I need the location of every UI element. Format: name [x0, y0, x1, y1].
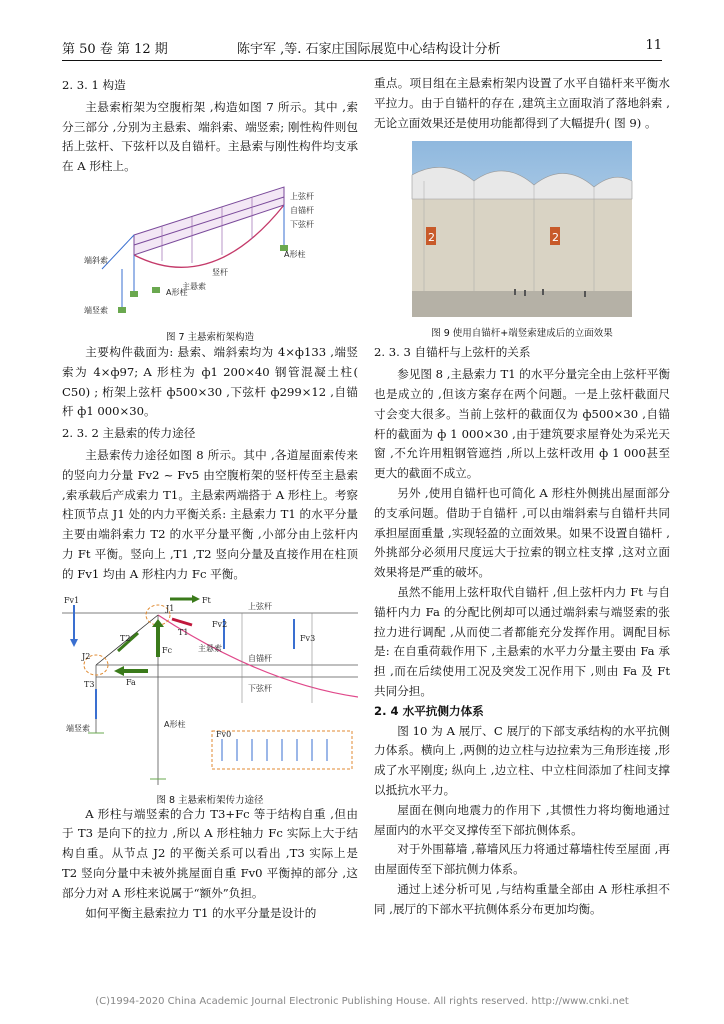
label-fa: Fa — [126, 677, 136, 687]
label-end-diag: 端斜索 — [84, 255, 108, 265]
section-2-3-2-heading: 2. 3. 2 主悬索的传力途径 — [62, 426, 196, 441]
label-fv3: Fv3 — [300, 633, 316, 643]
building-photo — [374, 141, 670, 317]
label-t2: T2 — [120, 633, 131, 643]
paragraph: 如何平衡主悬索拉力 T1 的水平分量是设计的 — [85, 905, 317, 920]
label-bottom-chord: 下弦杆 — [248, 683, 272, 693]
page-number: 11 — [645, 38, 662, 53]
support-hatch — [88, 733, 166, 779]
label-anchor-bar: 自锚杆 — [248, 653, 272, 663]
label-a-column-right: A形柱 — [284, 249, 306, 259]
sign-number: 2 — [552, 231, 559, 245]
label-fv1: Fv1 — [64, 595, 80, 605]
copyright-footer: (C)1994-2020 China Academic Journal Electronic Publishing House. All rights reserved. http://www.cnki.net — [95, 996, 629, 1007]
force-path-diagram — [62, 593, 358, 785]
left-column — [62, 74, 358, 923]
right-column — [374, 74, 670, 920]
label-fv0: Fv0 — [216, 729, 232, 739]
paragraph: 参见图 8 ,主悬索力 T1 的水平分量完全由上弦杆平衡也是成立的 ,但该方案存在两个问题。一是上弦杆截面尺寸会变大很多。当前上弦杆的截面仅为 ф500×30 ,自锚杆的截面为 ф 1 000×30 ,由于建筑要求屋脊处为采光天窗 ,不允许用粗钢管遮挡 ,所以上弦杆改用 ф 1 000甚至更大的截面不成立。 — [374, 367, 670, 481]
sign-number: 2 — [428, 231, 435, 245]
paragraph: 屋面在侧向地震力的作用下 ,其惯性力将均衡地通过屋面内的水平交叉撑传至下部抗侧体系。 — [374, 802, 670, 837]
issue-label: 第 50 卷 第 12 期 — [62, 42, 168, 57]
anchor-bar-line — [134, 197, 284, 245]
label-vertical: 竖杆 — [212, 267, 228, 277]
label-bottom-chord: 下弦杆 — [290, 219, 314, 229]
label-a-column: A形柱 — [164, 719, 186, 729]
figure-9 — [374, 141, 670, 341]
figure-8-caption: 图 8 主悬索桁架传力途径 — [156, 795, 264, 807]
paragraph: 通过上述分析可见 ,与结构重量全部由 A 形柱承担不同 ,展厅的下部水平抗侧体系分布更加均衡。 — [374, 881, 670, 916]
paragraph: 另外 ,使用自锚杆也可简化 A 形柱外侧挑出屋面部分的支承问题。借助于自锚杆 ,可以由端斜索与自锚杆共同承担屋面重量 ,实现轻盈的立面效果。如果不设置自锚杆 ,外挑部分必须用尺度远大于拉索的钢立柱支撑 ,这对立面效果将是严重的破坏。 — [374, 485, 670, 580]
paragraph: 图 10 为 A 展厅、C 展厅的下部支承结构的水平抗侧力体系。横向上 ,两侧的边立柱与边拉索为三角形连接 ,形成了水平刚度; 纵向上 ,边立柱、中立柱间添加了柱间支撑以抵抗水平力。 — [374, 723, 670, 797]
label-fc: Fc — [162, 645, 173, 655]
label-ft: Ft — [202, 595, 211, 605]
paragraph: A 形柱与端竖索的合力 T3+Fc 等于结构自重 ,但由于 T3 是向下的拉力 ,所以 A 形柱轴力 Fc 实际上大于结构自重。从节点 J2 的平衡关系可以看出 ,T3 实际上是 T2 竖向分量中未被外挑屋面自重 Fv0 平衡掉的部分 ,这部分力对 A 形柱来说属于“额外”负担。 — [62, 806, 358, 900]
figure-9-caption: 图 9 使用自锚杆+端竖索建成后的立面效果 — [431, 328, 613, 340]
paragraph: 重点。项目组在主悬索桁架内设置了水平自锚杆来平衡水平拉力。由于自锚杆的存在 ,建筑主立面取消了落地斜索 ,无论立面效果还是使用功能都得到了大幅提升( 图 9) 。 — [374, 76, 670, 130]
paragraph: 对于外围幕墙 ,幕墙风压力将通过幕墙柱传至屋面 ,再由屋面传至下部抗侧力体系。 — [374, 842, 670, 877]
paragraph: 虽然不能用上弦杆取代自锚杆 ,但上弦杆内力 Ft 与自锚杆内力 Fa 的分配比例却可以通过端斜索与端竖索的张拉力进行调配 ,从而使二者都能充分发挥作用。调配目标是: 在自重荷载作用下 ,主悬索的水平力分量主要由 Fa 承担 ,而在后续使用工况及突发工况作用下 ,则由 Fa 及 Ft 共同分担。 — [374, 584, 670, 698]
label-fv2: Fv2 — [212, 619, 228, 629]
running-title: 陈宇军 ,等. 石家庄国际展览中心结构设计分析 — [237, 42, 501, 57]
figure-7 — [62, 183, 358, 341]
section-2-3-3-heading: 2. 3. 3 自锚杆与上弦杆的关系 — [374, 345, 531, 360]
paragraph: 主要构件截面为: 悬索、端斜索均为 4×ф133 ,端竖索为 4×ф97; A 形柱为 ф1 200×40 钢管混凝土柱( C50) ; 桁架上弦杆 ф500×30 ,下弦杆 ф299×12 ,自锚杆 ф1 000×30。 — [62, 344, 358, 419]
paragraph: 主悬索传力途径如图 8 所示。其中 ,各道屋面索传来的竖向力分量 Fv2 ~ Fv5 由空腹桁架的竖杆传至主悬索 ,索承载后产成索力 T1。主悬索两端搭于 A 形柱上。考察柱顶节点 J1 处的内力平衡关系: 主悬索力 T1 的水平分量主要由端斜索力 T2 的水平分量平衡 ,小部分由上弦杆内力 Ft 平衡。竖向上 ,T1 ,T2 竖向分量及直接作用在柱顶的 Fv1 均由 A 形柱内力 Fc 平衡。 — [62, 447, 358, 581]
truss-diagram — [62, 183, 358, 321]
label-j2: J2 — [82, 651, 91, 661]
load-detail-arrows — [222, 739, 327, 761]
plaza-ground — [412, 291, 632, 317]
section-2-3-1-heading: 2. 3. 1 构造 — [62, 78, 126, 92]
supports — [118, 245, 288, 313]
page-header — [62, 38, 662, 60]
label-t1: T1 — [178, 627, 189, 637]
label-a-column: A形柱 — [166, 287, 188, 297]
label-j1: J1 — [166, 603, 175, 613]
figure-7-caption: 图 7 主悬索桁架构造 — [165, 331, 255, 343]
header-rule — [62, 60, 662, 61]
label-top-chord: 上弦杆 — [290, 191, 314, 201]
facade — [412, 193, 632, 293]
section-2-4-heading: 2. 4 水平抗侧力体系 — [374, 703, 484, 718]
label-top-chord: 上弦杆 — [248, 601, 272, 611]
label-end-vert: 端竖索 — [84, 305, 108, 315]
paragraph: 主悬索桁架为空腹桁架 ,构造如图 7 所示。其中 ,索分三部分 ,分别为主悬索、端斜索、端竖索; 刚性构件则包括上弦杆、下弦杆以及自锚杆。主悬索与刚性构件均支承在 A 形柱上。 — [62, 99, 358, 174]
label-main-cable: 主悬索 — [198, 643, 222, 653]
label-main-cable: 主悬索 — [182, 281, 206, 291]
label-anchor-bar: 自锚杆 — [290, 205, 314, 215]
label-t3: T3 — [84, 679, 95, 689]
figure-8 — [62, 593, 358, 805]
label-end-vert: 端竖索 — [66, 723, 90, 733]
